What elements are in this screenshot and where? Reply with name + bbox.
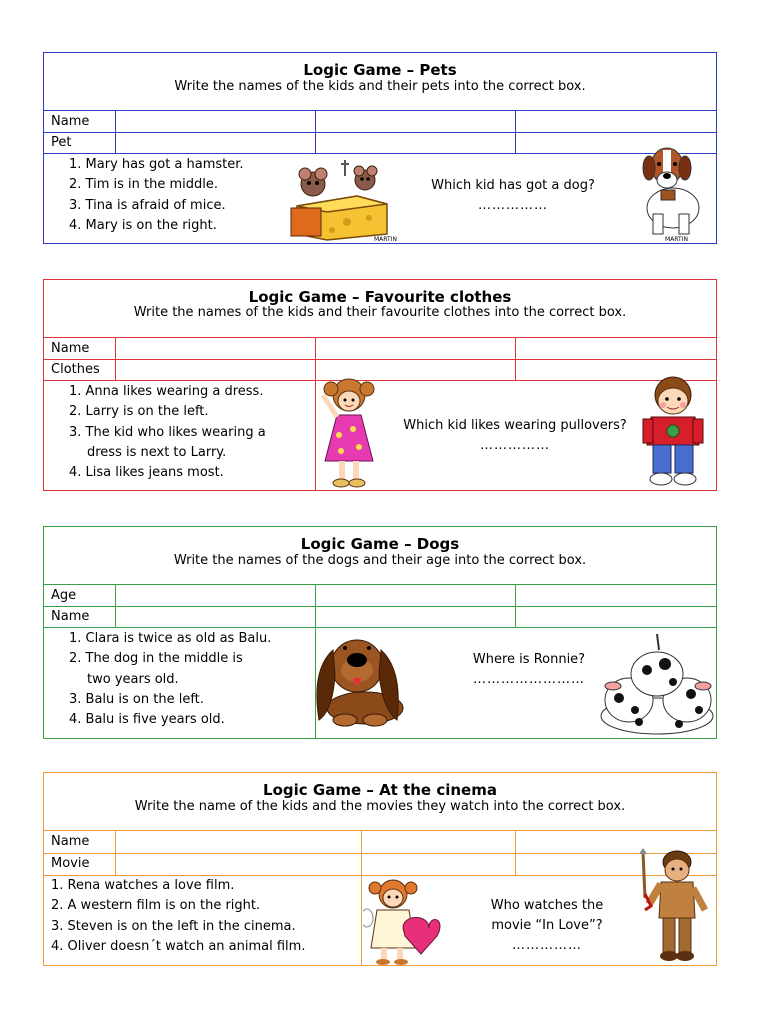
row-label-name: Name — [51, 834, 90, 849]
question — [413, 176, 613, 216]
answer-box-3[interactable] — [517, 111, 719, 132]
logic-game-pets — [43, 52, 717, 244]
clue: 3. Balu is on the left. — [69, 691, 204, 707]
girl-with-heart-illustration — [363, 874, 443, 966]
clue-list — [69, 382, 266, 483]
row-label-clothes: Clothes — [51, 362, 100, 377]
answer-box-2[interactable] — [317, 585, 517, 606]
row-label-movie: Movie — [51, 856, 90, 871]
row-label-name: Name — [51, 341, 90, 356]
question — [467, 896, 627, 956]
answer-line: …………… — [480, 438, 550, 453]
row-label-name: Name — [51, 114, 90, 129]
clue: 1. Rena watches a love film. — [51, 878, 235, 893]
answer-box-4[interactable] — [117, 360, 317, 381]
clue: 3. Tina is afraid of mice. — [69, 197, 226, 213]
answer-line: …………… — [478, 198, 548, 213]
game-title: Logic Game – Favourite clothes — [248, 288, 512, 306]
clue: 3. The kid who likes wearing a — [69, 424, 266, 440]
clue-list — [69, 155, 244, 236]
mice-cheese-illustration — [287, 156, 397, 242]
saint-bernard-dog-illustration — [635, 138, 707, 238]
answer-box-2[interactable] — [363, 831, 517, 853]
western-boy-illustration — [635, 848, 711, 964]
answer-box-5[interactable] — [317, 133, 517, 154]
row-label-age: Age — [51, 588, 77, 603]
clue: 2. Tim is in the middle. — [69, 177, 218, 193]
answer-box-1[interactable] — [117, 338, 317, 359]
illustration-credit: MARTIN — [374, 236, 397, 243]
answer-box-5[interactable] — [363, 854, 517, 876]
clue-list — [51, 876, 305, 957]
clue: 4. Lisa likes jeans most. — [69, 465, 224, 481]
game-subtitle: Write the names of the kids and their pets into the correct box. — [174, 79, 586, 94]
illustration-credit: MARTIN — [665, 236, 688, 243]
clue: 4. Balu is five years old. — [69, 712, 225, 728]
clue-list — [69, 629, 271, 730]
row-label-pet: Pet — [51, 135, 72, 150]
question — [389, 416, 641, 456]
clue: dress is next to Larry. — [87, 444, 227, 460]
spotted-dogs-illustration — [599, 630, 717, 738]
game-title: Logic Game – Dogs — [300, 535, 460, 553]
clue: 1. Mary has got a hamster. — [69, 157, 244, 172]
answer-box-4[interactable] — [117, 133, 317, 154]
answer-box-2[interactable] — [317, 338, 517, 359]
answer-box-5[interactable] — [317, 607, 517, 628]
game-subtitle: Write the name of the kids and the movies they watch into the correct box. — [134, 799, 626, 814]
answer-box-1[interactable] — [117, 585, 317, 606]
answer-box-3[interactable] — [517, 585, 719, 606]
question-text: Which kid has got a dog? — [431, 178, 595, 193]
game-subtitle: Write the names of the dogs and their age into the correct box. — [173, 553, 587, 568]
answer-line: …………………… — [473, 672, 585, 687]
clue: 4. Mary is on the right. — [69, 217, 217, 233]
clue: 4. Oliver doesn´t watch an animal film. — [51, 938, 306, 954]
clue: 1. Clara is twice as old as Balu. — [69, 631, 272, 646]
girl-in-dress-illustration — [319, 375, 381, 489]
game-title: Logic Game – Pets — [303, 61, 457, 79]
question-text: Where is Ronnie? — [472, 652, 586, 667]
clue: 3. Steven is on the left in the cinema. — [51, 918, 296, 934]
answer-box-2[interactable] — [317, 111, 517, 132]
logic-game-at-the-cinema — [43, 772, 717, 966]
answer-box-4[interactable] — [117, 854, 363, 876]
question-text: Who watches the — [490, 898, 604, 913]
game-title: Logic Game – At the cinema — [263, 781, 497, 799]
answer-box-3[interactable] — [517, 338, 719, 359]
question-text: Which kid likes wearing pullovers? — [403, 418, 627, 433]
clue: 2. Larry is on the left. — [69, 404, 209, 420]
answer-box-4[interactable] — [117, 607, 317, 628]
game-subtitle: Write the names of the kids and their favourite clothes into the correct box. — [133, 305, 627, 320]
answer-box-1[interactable] — [117, 111, 317, 132]
answer-line: …………… — [512, 938, 582, 953]
row-label-name: Name — [51, 609, 90, 624]
answer-box-1[interactable] — [117, 831, 363, 853]
logic-game-favourite-clothes — [43, 279, 717, 491]
answer-box-6[interactable] — [517, 607, 719, 628]
clue: 2. The dog in the middle is — [69, 651, 243, 667]
logic-game-dogs — [43, 526, 717, 739]
boy-in-pullover-illustration — [639, 373, 707, 489]
clue: 1. Anna likes wearing a dress. — [69, 384, 264, 399]
question-text: movie “In Love”? — [491, 918, 603, 933]
clue: 2. A western film is on the right. — [51, 898, 261, 914]
brown-dog-illustration — [305, 630, 411, 728]
clue: two years old. — [87, 671, 179, 687]
